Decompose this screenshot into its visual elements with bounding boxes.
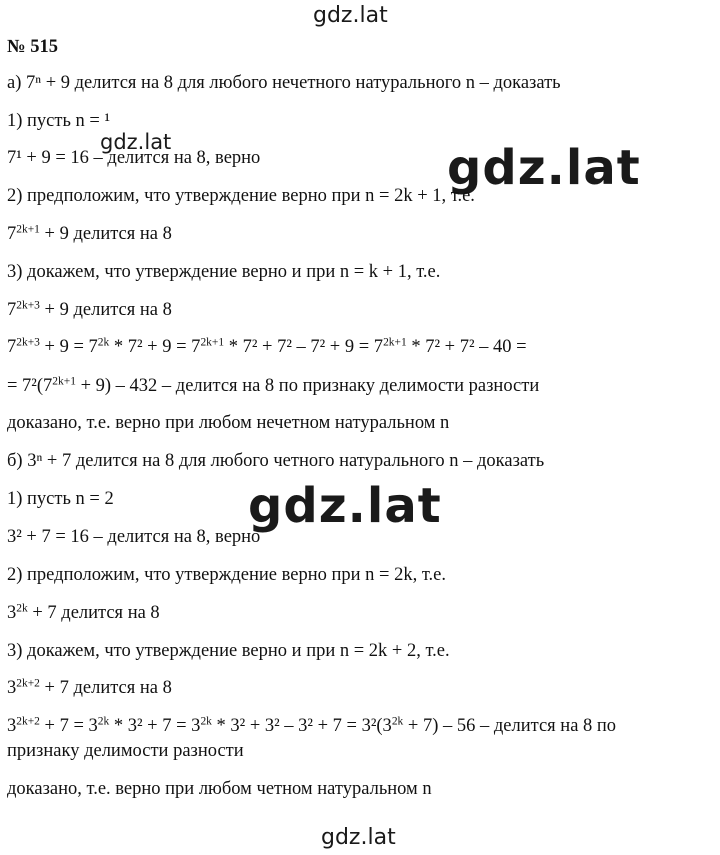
- part-b-conclusion: доказано, т.е. верно при любом четном натуральном n: [7, 779, 432, 799]
- part-a-step-2: 2) предположим, что утверждение верно при n = 2k + 1, т.е.: [7, 186, 475, 206]
- part-b-hypothesis: $3^{2k} + 7$ делится на 8: [7, 602, 160, 623]
- part-a-base-check: 7¹ + 9 = 16 – делится на 8, верно: [7, 148, 261, 168]
- watermark-small: gdz.lat: [100, 130, 172, 154]
- part-b-step-1: 1) пусть n = 2: [7, 489, 114, 509]
- watermark-top: gdz.lat: [313, 3, 388, 28]
- part-b-calculation: $3^{2k+2} + 7 = 3^{2k} * 3^2 + 7 = 3^{2k} * 3^2 + 3^2 - 3^2 + 7 = 3^2(3^{2k} + 7) - 56$ – делится на 8 по: [7, 715, 617, 736]
- problem-title: № 515: [7, 37, 58, 57]
- part-a-step-3: 3) докажем, что утверждение верно и при n = k + 1, т.е.: [7, 262, 441, 282]
- part-a-hypothesis: $7^{2k+1} + 9$ делится на 8: [7, 223, 172, 244]
- part-b-calculation-cont: признаку делимости разности: [7, 741, 244, 761]
- part-b-header: б) 3ⁿ + 7 делится на 8 для любого четного натурального n – доказать: [7, 451, 545, 471]
- part-b-target: $3^{2k+2} + 7$ делится на 8: [7, 677, 172, 698]
- part-a-calculation-cont: = $7^2(7^{2k+1} + 9) - 432$ – делится на 8 по признаку делимости разности: [7, 375, 540, 396]
- part-a-calculation: $7^{2k+3} + 9 = 7^{2k} * 7^2 + 9 = 7^{2k+1} * 7^2 + 7^2 - 7^2 + 9 = 7^{2k+1} * 7^2 + 7^2 - 40$ =: [7, 336, 527, 357]
- watermark-large-2: gdz.lat: [248, 478, 442, 534]
- part-b-step-3: 3) докажем, что утверждение верно и при n = 2k + 2, т.е.: [7, 641, 450, 661]
- watermark-large-1: gdz.lat: [447, 140, 641, 196]
- part-b-base-check: 3² + 7 = 16 – делится на 8, верно: [7, 527, 261, 547]
- part-a-conclusion: доказано, т.е. верно при любом нечетном натуральном n: [7, 413, 450, 433]
- part-a-header: а) 7ⁿ + 9 делится на 8 для любого нечетного натурального n – доказать: [7, 73, 561, 93]
- part-b-step-2: 2) предположим, что утверждение верно при n = 2k, т.е.: [7, 565, 446, 585]
- part-a-target: $7^{2k+3} + 9$ делится на 8: [7, 299, 172, 320]
- part-a-step-1: 1) пусть n = ¹: [7, 111, 111, 131]
- watermark-bottom: gdz.lat: [321, 825, 396, 850]
